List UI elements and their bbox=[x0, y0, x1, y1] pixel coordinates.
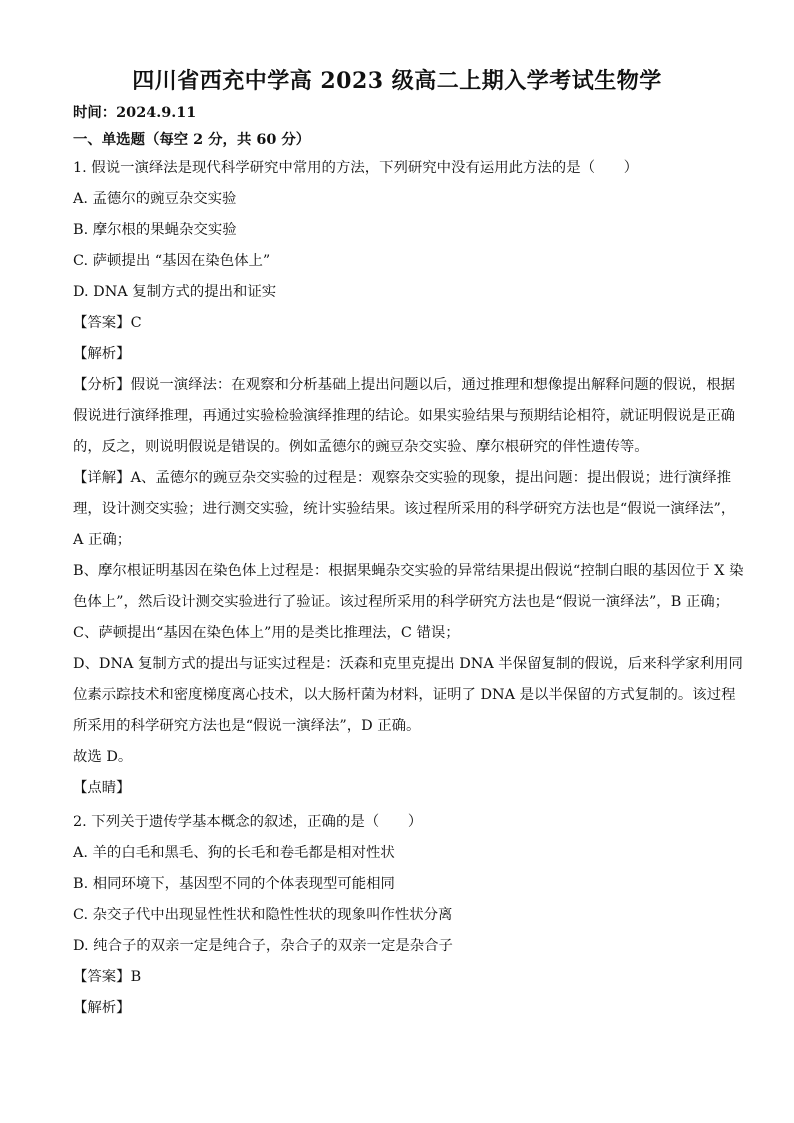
detail-text-line: 所采用的科学研究方法也是“假说一演绎法”，D 正确。 bbox=[73, 718, 421, 734]
detail-text-line: A 正确； bbox=[73, 532, 132, 548]
detail-text-line: 故选 D。 bbox=[73, 749, 133, 765]
question-1-analysis-label: 【解析】 bbox=[73, 346, 131, 362]
detail-text-line: 色体上”，然后设计测交实验进行了验证。该过程所采用的科学研究方法也是“假说一演绎法”，B 正确； bbox=[73, 594, 730, 610]
section-heading: 一、单选题（每空 2 分，共 60 分） bbox=[73, 131, 311, 148]
question-1-option-d: D. DNA 复制方式的提出和证实 bbox=[73, 284, 277, 300]
question-1-comment-label: 【点睛】 bbox=[73, 780, 131, 796]
detail-text-line: C、萨顿提出“基因在染色体上”用的是类比推理法，C 错误； bbox=[73, 625, 460, 641]
detail-text-line: 理，设计测交实验；进行测交实验，统计实验结果。该过程所采用的科学研究方法也是“假说一演绎法”， bbox=[73, 501, 736, 517]
detail-text-line: B、摩尔根证明基因在染色体上过程是：根据果蝇杂交实验的异常结果提出假说“控制白眼的基因位于 X 染 bbox=[73, 563, 744, 579]
question-2-analysis-label: 【解析】 bbox=[73, 1000, 131, 1016]
question-2-option-b: B. 相同环境下，基因型不同的个体表现型可能相同 bbox=[73, 876, 395, 892]
question-1-stem: 1. 假说一演绎法是现代科学研究中常用的方法，下列研究中没有运用此方法的是（ ） bbox=[73, 160, 639, 176]
question-2-answer: 【答案】B bbox=[73, 969, 142, 985]
question-2-option-c: C. 杂交子代中出现显性性状和隐性性状的现象叫作性状分离 bbox=[73, 907, 453, 923]
detail-text-line: 【详解】A、孟德尔的豌豆杂交实验的过程是：观察杂交实验的现象，提出问题：提出假说；进行演绎推 bbox=[73, 470, 731, 486]
analysis-text-line: 【分析】假说一演绎法：在观察和分析基础上提出问题以后，通过推理和想像提出解释问题的假说，根据 bbox=[73, 377, 735, 393]
question-2-option-a: A. 羊的白毛和黑毛、狗的长毛和卷毛都是相对性状 bbox=[73, 845, 395, 861]
question-1-option-c: C. 萨顿提出 “基因在染色体上” bbox=[73, 253, 271, 269]
question-2-stem: 2. 下列关于遗传学基本概念的叙述，正确的是（ ） bbox=[73, 814, 423, 830]
question-1-option-b: B. 摩尔根的果蝇杂交实验 bbox=[73, 222, 237, 238]
document-title: 四川省西充中学高 2023 级高二上期入学考试生物学 bbox=[132, 68, 662, 94]
detail-text-line: D、DNA 复制方式的提出与证实过程是：沃森和克里克提出 DNA 半保留复制的假说，后来科学家利用同 bbox=[73, 656, 743, 672]
question-2-option-d: D. 纯合子的双亲一定是纯合子，杂合子的双亲一定是杂合子 bbox=[73, 938, 453, 954]
analysis-text-line: 的，反之，则说明假说是错误的。例如孟德尔的豌豆杂交实验、摩尔根研究的伴性遗传等。 bbox=[73, 439, 649, 455]
question-1-option-a: A. 孟德尔的豌豆杂交实验 bbox=[73, 191, 237, 207]
detail-text-line: 位素示踪技术和密度梯度离心技术，以大肠杆菌为材料，证明了 DNA 是以半保留的方式复制的。该过程 bbox=[73, 687, 736, 703]
question-1-answer: 【答案】C bbox=[73, 315, 142, 331]
exam-time: 时间：2024.9.11 bbox=[73, 104, 197, 121]
analysis-text-line: 假说进行演绎推理，再通过实验检验演绎推理的结论。如果实验结果与预期结论相符，就证明假说是正确 bbox=[73, 408, 735, 424]
